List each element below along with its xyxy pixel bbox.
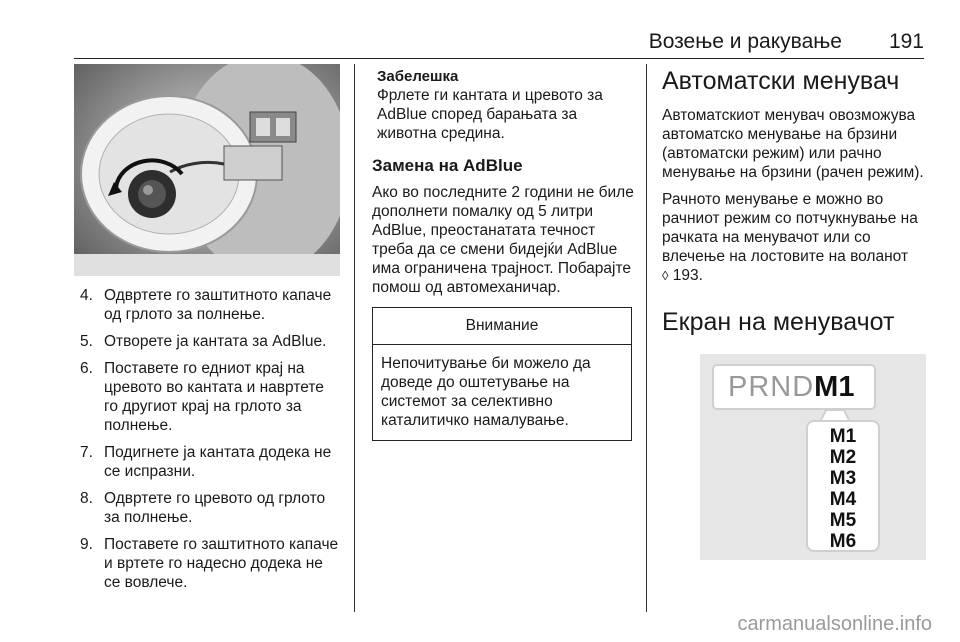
transmission-display-heading: Екран на менувачот: [662, 308, 895, 336]
page-header: [0, 0, 960, 60]
list-item: [80, 359, 342, 435]
fuel-filler-photo: [74, 64, 340, 276]
caution-heading: Внимание: [373, 308, 631, 345]
step-text: Одвртете го заштитното капаче од грлото за полнење.: [104, 287, 332, 323]
gear-indicator-selected: M1: [814, 371, 855, 403]
list-item: M6: [829, 531, 857, 552]
list-item: M1: [829, 426, 857, 447]
step-number: 8.: [80, 490, 93, 507]
step-number: 9.: [80, 536, 93, 553]
manual-mode-body: Рачното менување е можно во рачниот режим со потчукнување на рачката на менувачот или со влечење на лостовите на воланот: [662, 191, 918, 265]
step-text: Поставете го заштитното капаче и вртете го надесно додека не се вовлече.: [104, 536, 339, 591]
page-reference[interactable]: 193.: [672, 267, 703, 284]
step-text: Подигнете ја кантата додека не се испразни.: [104, 444, 332, 480]
adblue-replace-heading: Замена на AdBlue: [372, 156, 523, 175]
column-divider-left: [354, 64, 355, 612]
manual-gear-list: [806, 420, 880, 552]
caution-text: Непочитување би можело да доведе до оштетување на системот за селективно каталитичко намалување.: [381, 355, 591, 429]
step-number: 5.: [80, 333, 93, 350]
list-item: M4: [829, 489, 857, 510]
section-title: Возење и ракување: [648, 30, 842, 53]
header-rule: [74, 58, 924, 59]
right-column: [662, 66, 928, 337]
step-number: 6.: [80, 360, 93, 377]
list-item: [80, 489, 342, 527]
list-item: [80, 332, 342, 351]
list-item: M3: [829, 468, 857, 489]
automatic-intro-text: Автоматскиот менувач овозможува автоматско менување на брзини (автоматски режим) или рачно менување на брзини (рачен режим).: [662, 107, 924, 181]
automatic-transmission-heading: Автоматски менувач: [662, 67, 900, 95]
watermark: carmanualsonline.info: [737, 613, 932, 635]
page-number: 191: [888, 30, 924, 53]
list-item: M2: [829, 447, 857, 468]
column-divider-right: [646, 64, 647, 612]
note-title: Забелешка: [377, 68, 459, 85]
list-item: [80, 286, 342, 324]
caution-box: [372, 307, 632, 441]
page-reference-icon: ◊: [662, 268, 669, 283]
gear-indicator-prnd: PRND: [728, 371, 815, 403]
refill-steps-list: [80, 286, 342, 600]
fuel-filler-illustration: [74, 64, 340, 276]
adblue-replace-text: Ако во последните 2 години не биле дополнети помалку од 5 литри AdBlue, преостанатата течност треба да се смени бидејќи AdBlue има ограничена трајност. Побарајте помош од автомеханичар.: [372, 184, 634, 296]
list-item: [80, 535, 342, 592]
step-text: Отворете ја кантата за AdBlue.: [104, 333, 327, 350]
middle-column: [372, 68, 634, 441]
manual-mode-text: [662, 190, 928, 285]
transmission-display-figure: [700, 354, 926, 560]
step-text: Поставете го едниот крај на цревото во кантата и навртете го другиот крај на грлото за полнење.: [104, 360, 324, 434]
step-number: 4.: [80, 287, 93, 304]
note-text: Фрлете ги кантата и цревото за AdBlue според барањата за животна средина.: [377, 87, 603, 142]
step-text: Одвртете го цревото од грлото за полнење.: [104, 490, 326, 526]
list-item: [80, 443, 342, 481]
list-item: M5: [829, 510, 857, 531]
step-number: 7.: [80, 444, 93, 461]
